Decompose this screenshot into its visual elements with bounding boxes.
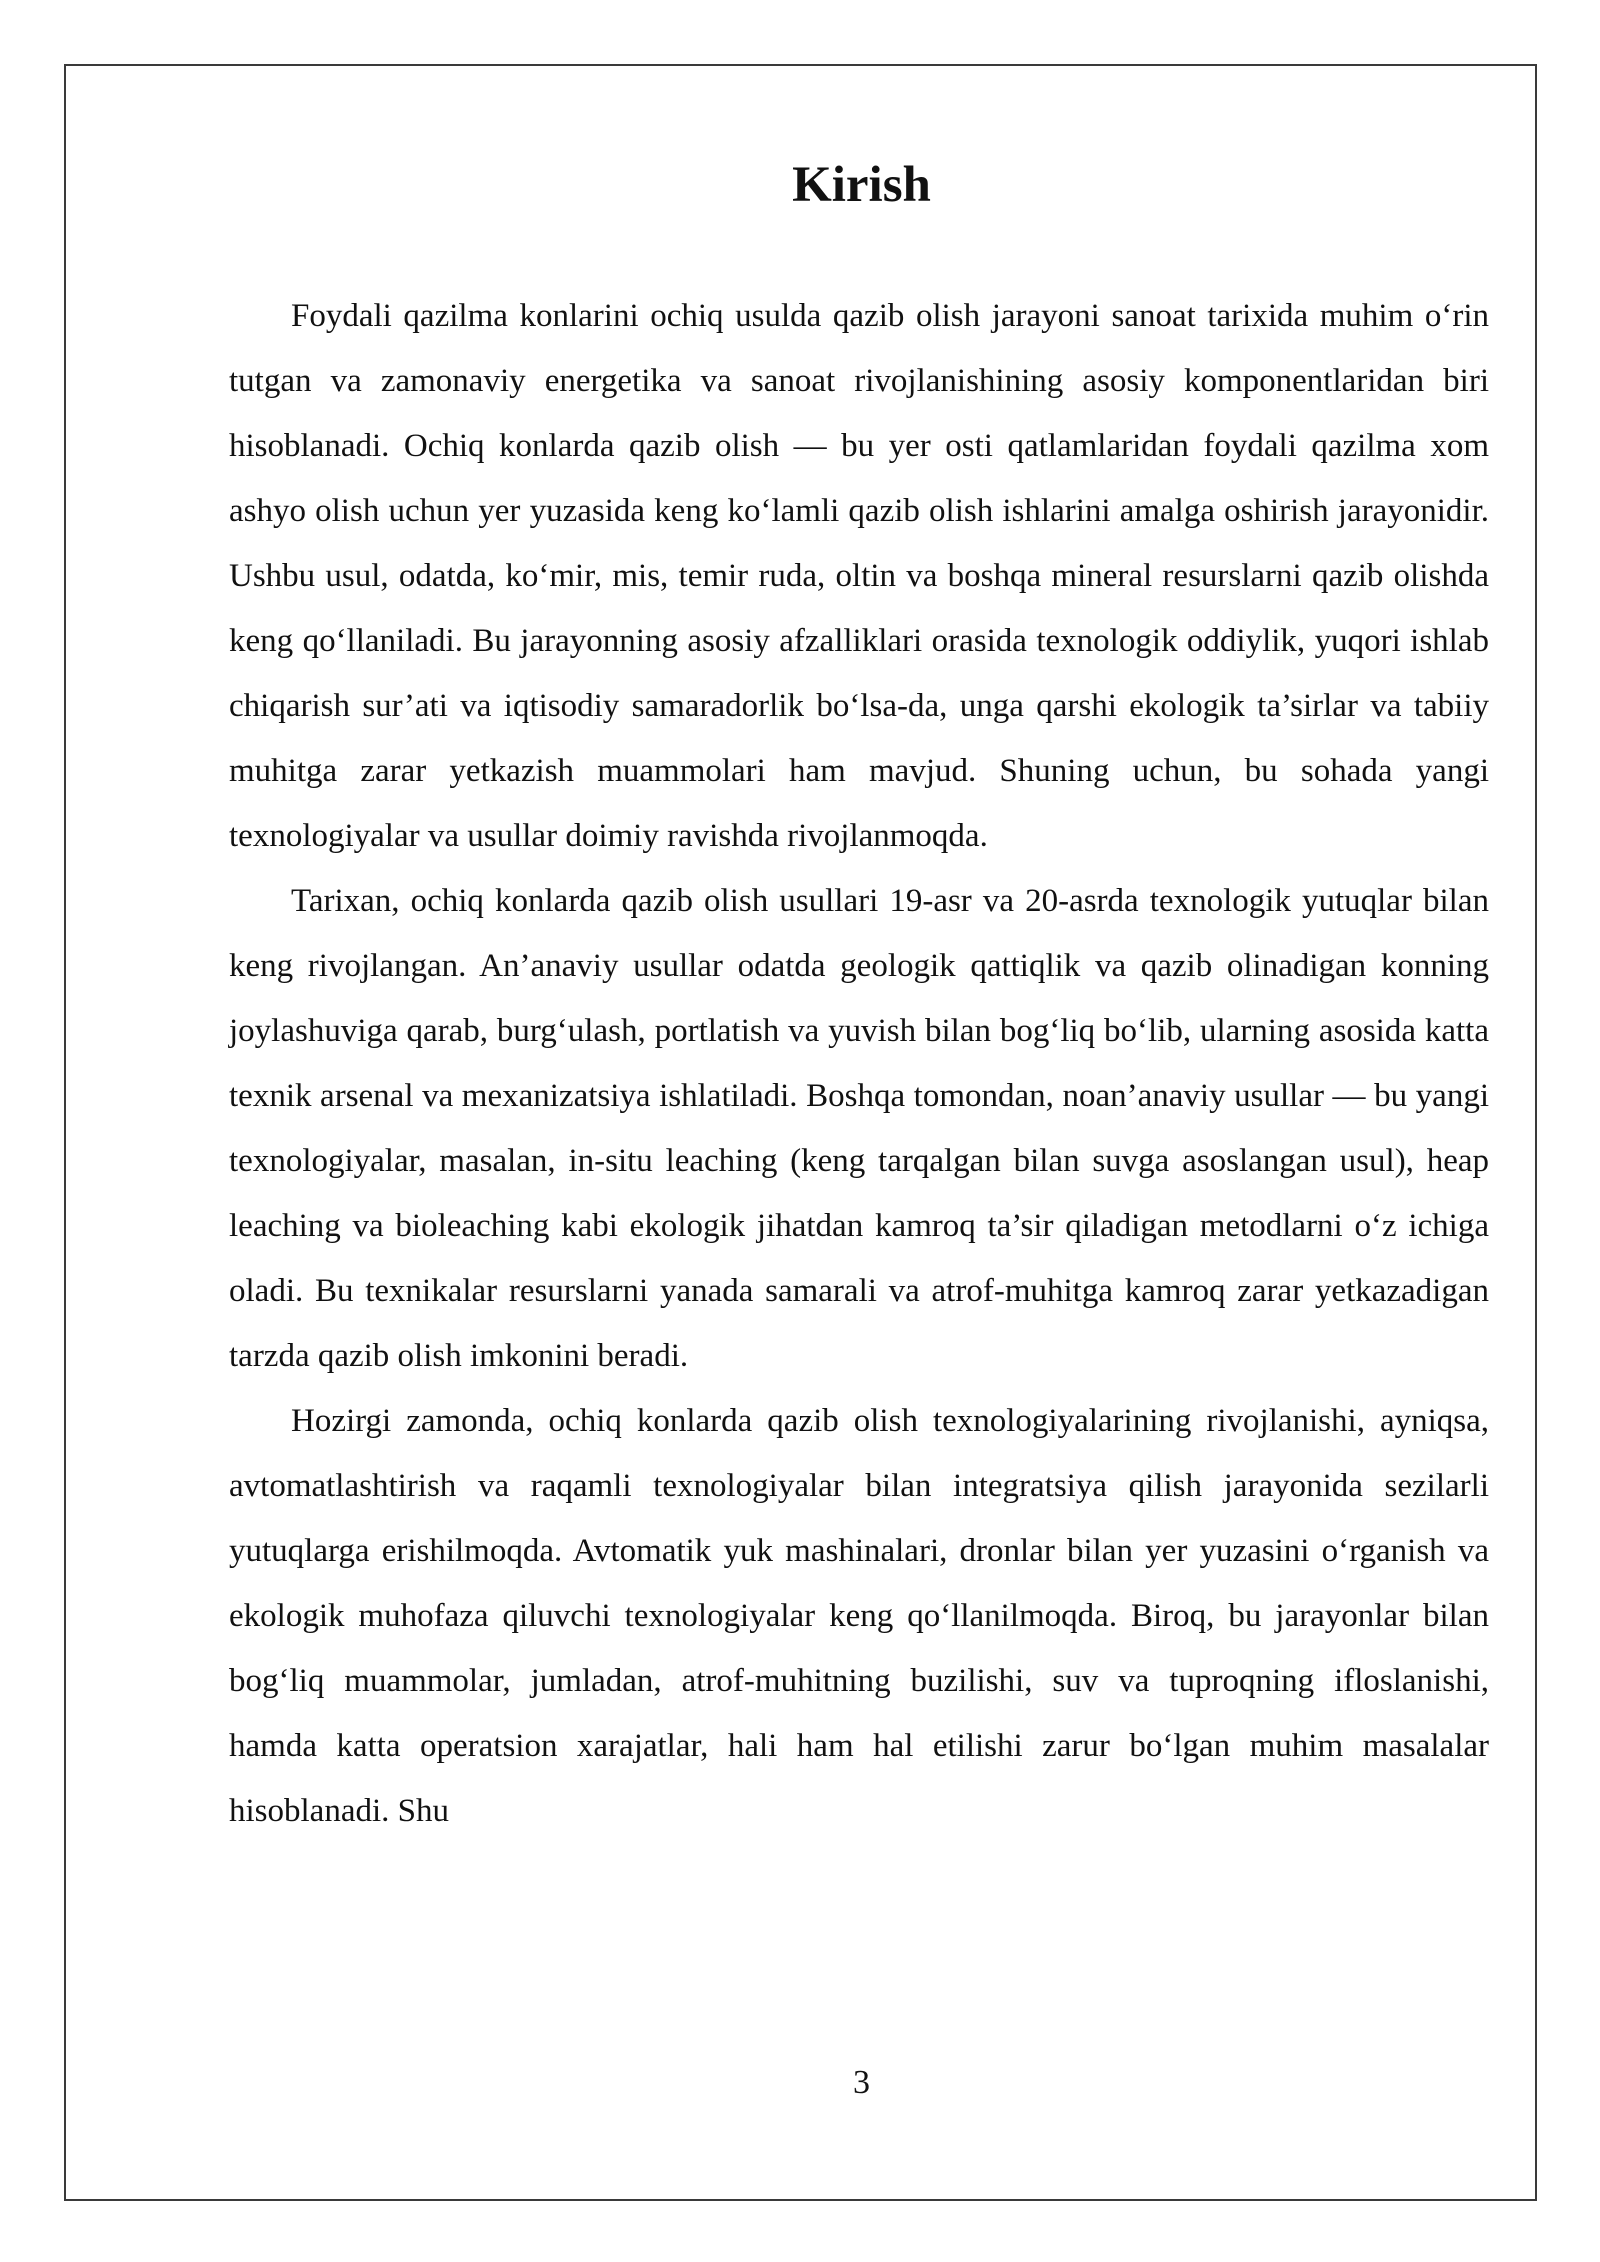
page-title: Kirish [792,157,931,213]
paragraph-2: Tarixan, ochiq konlarda qazib olish usullari 19-asr va 20-asrda texnologik yutuqlar bilan keng rivojlangan. An’anaviy usullar odatda geologik qattiqlik va qazib olinadigan konning joylashuviga qarab, burg‘ulash, portlatish va yuvish bilan bog‘liq bo‘lib, ularning asosida katta texnik arsenal va mexanizatsiya ishlatiladi. Boshqa tomondan, noan’anaviy usullar — bu yangi texnologiyalar, masalan, in-situ leaching (keng tarqalgan bilan suvga asoslangan usul), heap leaching va bioleaching kabi ekologik jihatdan kamroq ta’sir qiladigan metodlarni o‘z ichiga oladi. Bu texnikalar resurslarni yanada samarali va atrof-muhitga kamroq zarar yetkazadigan tarzda qazib olish imkonini beradi. [229,883,1489,1374]
paragraph-1: Foydali qazilma konlarini ochiq usulda qazib olish jarayoni sanoat tarixida muhim o‘rin tutgan va zamonaviy energetika va sanoat rivojlanishining asosiy komponentlaridan biri hisoblanadi. Ochiq konlarda qazib olish — bu yer osti qatlamlaridan foydali qazilma xom ashyo olish uchun yer yuzasida keng ko‘lamli qazib olish ishlarini amalga oshirish jarayonidir. Ushbu usul, odatda, ko‘mir, mis, temir ruda, oltin va boshqa mineral resurslarni qazib olishda keng qo‘llaniladi. Bu jarayonning asosiy afzalliklari orasida texnologik oddiylik, yuqori ishlab chiqarish sur’ati va iqtisodiy samaradorlik bo‘lsa-da, unga qarshi ekologik ta’sirlar va tabiiy muhitga zarar yetkazish muammolari ham mavjud. Shuning uchun, bu sohada yangi texnologiyalar va usullar doimiy ravishda rivojlanmoqda. [229,298,1489,854]
body-text [229,284,1489,1844]
paragraph-3: Hozirgi zamonda, ochiq konlarda qazib olish texnologiyalarining rivojlanishi, ayniqsa, avtomatlashtirish va raqamli texnologiyalar bilan integratsiya qilish jarayonida sezilarli yutuqlarga erishilmoqda. Avtomatik yuk mashinalari, dronlar bilan yer yuzasini o‘rganish va ekologik muhofaza qiluvchi texnologiyalar keng qo‘llanilmoqda. Biroq, bu jarayonlar bilan bog‘liq muammolar, jumladan, atrof-muhitning buzilishi, suv va tuproqning ifloslanishi, hamda katta operatsion xarajatlar, hali ham hal etilishi zarur bo‘lgan muhim masalalar hisoblanadi. Shu [229,1403,1489,1829]
page-number: 3 [853,2064,870,2101]
